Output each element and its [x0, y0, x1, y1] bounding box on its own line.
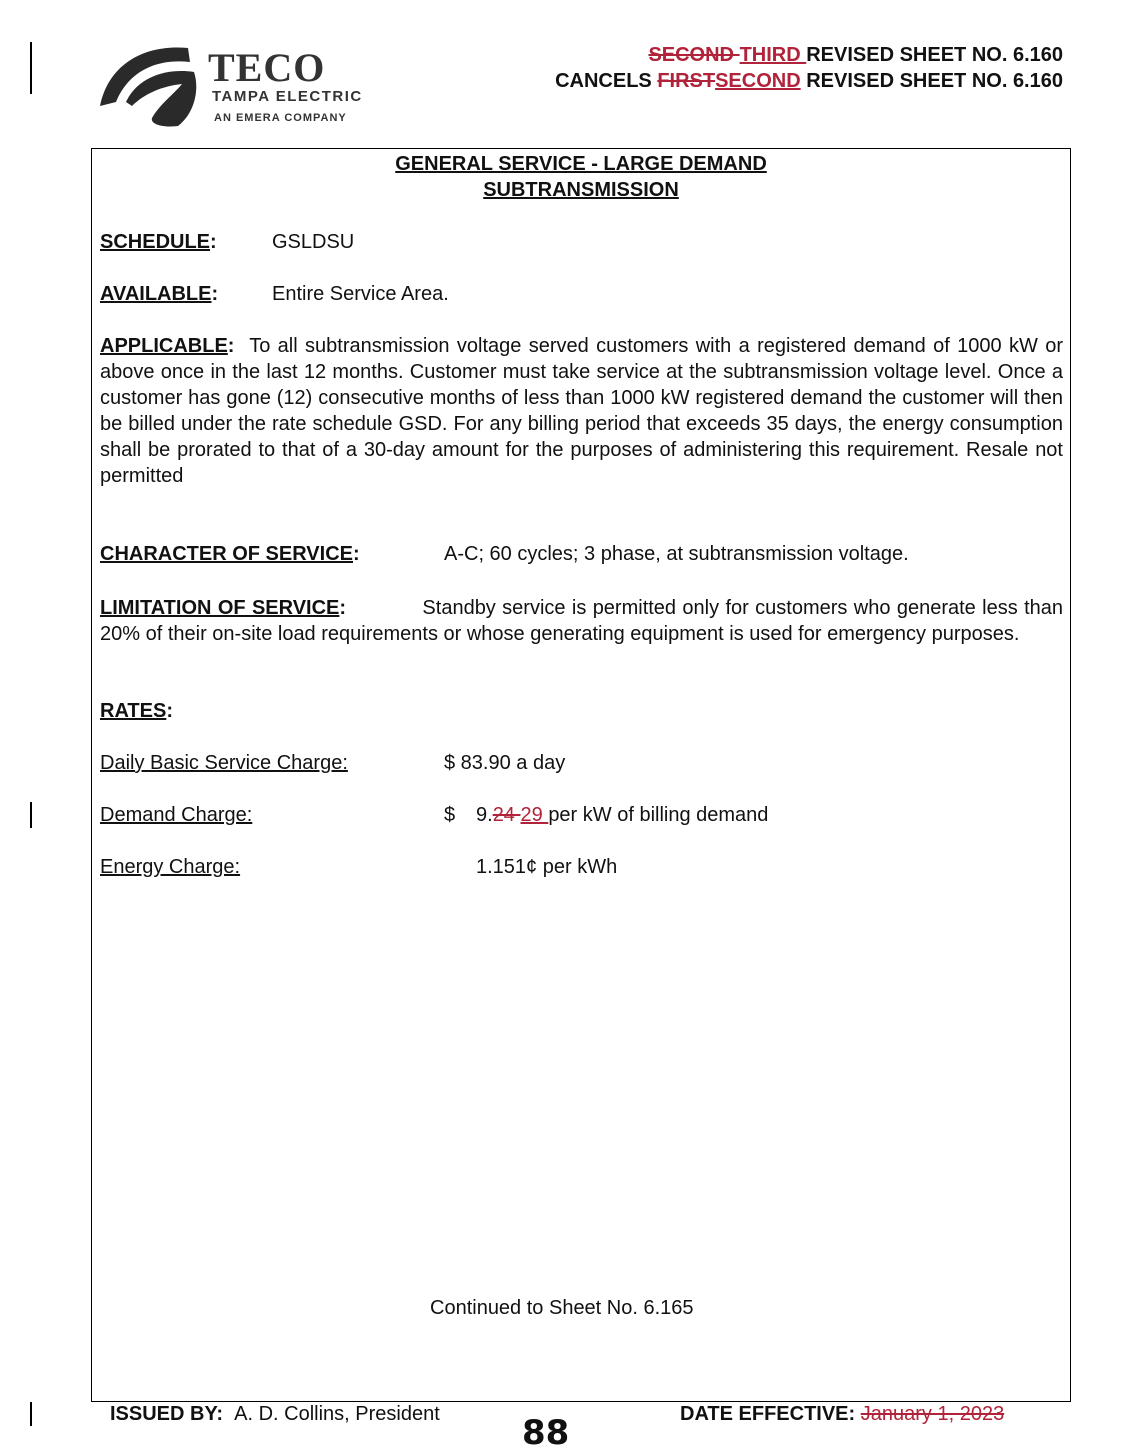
date-effective-label: DATE EFFECTIVE:	[680, 1403, 856, 1425]
character-value: A-C; 60 cycles; 3 phase, at subtransmission voltage.	[444, 543, 909, 565]
sheet-deleted-text: SECOND	[648, 44, 740, 66]
character-row: CHARACTER OF SERVICE: A-C; 60 cycles; 3 phase, at subtransmission voltage.	[100, 543, 909, 565]
demand-charge-value	[476, 804, 768, 827]
rates-heading: RATES:	[100, 700, 173, 722]
basic-charge-value: $ 83.90 a day	[444, 752, 566, 774]
available-label: AVAILABLE	[100, 283, 212, 305]
cancels-prefix: CANCELS	[555, 70, 658, 92]
schedule-label: SCHEDULE	[100, 231, 211, 253]
change-bar-footer	[30, 1402, 32, 1426]
page-number: 88	[522, 1413, 570, 1453]
teco-swoosh-icon	[98, 42, 208, 128]
limitation-paragraph: LIMITATION OF SERVICE: Standby service is permitted only for customers who generate less than 20% of their on-site load requirements or whose generating equipment is used for emergency purposes.	[100, 597, 1063, 645]
change-bar-demand	[30, 802, 32, 828]
demand-charge-row	[100, 804, 769, 827]
applicable-text: To all subtransmission voltage served customers with a registered demand of 1000 kW or above once in the last 12 months. Customer must take service at the subtransmission voltage level. Once a customer has gone (12) consecutive months of less than 1000 kW registered demand the customer will then be billed under the rate schedule GSD. For any billing period that exceeds 35 days, the energy consumption shall be prorated to that of a 30-day amount for the purposes of administering this requirement. Resale not permitted	[100, 335, 1063, 487]
cancels-rest-text: REVISED SHEET NO. 6.160	[800, 70, 1063, 92]
logo-teco-text: TECO	[208, 45, 326, 90]
character-label: CHARACTER OF SERVICE	[100, 543, 353, 565]
rates-label: RATES	[100, 700, 167, 722]
cancels-inserted-text: SECOND	[715, 70, 801, 92]
cancels-line	[555, 70, 1063, 93]
demand-inserted: 29	[520, 804, 549, 826]
basic-charge-label: Daily Basic Service Charge:	[100, 752, 348, 774]
date-effective-value: January 1, 2023	[860, 1403, 1005, 1425]
limitation-text: Standby service is permitted only for customers who generate less than 20% of their on-site load requirements or whose generating equipment is used for emergency purposes.	[100, 597, 1063, 645]
schedule-row: SCHEDULE: GSLDSU	[100, 231, 355, 253]
demand-charge-label: Demand Charge:	[100, 804, 253, 826]
applicable-paragraph: APPLICABLE: To all subtransmission voltage served customers with a registered demand of 1000 kW or above once in the last 12 months. Customer must take service at the subtransmission voltage level. Once a customer has gone (12) consecutive months of less than 1000 kW registered demand the customer will then be billed under the rate schedule GSD. For any billing period that exceeds 35 days, the energy consumption shall be prorated to that of a 30-day amount for the purposes of administering this requirement. Resale not permitted	[100, 335, 1063, 487]
applicable-label: APPLICABLE	[100, 335, 228, 357]
doc-subtitle: SUBTRANSMISSION	[483, 179, 679, 201]
logo-tampa-electric: TAMPA ELECTRIC	[212, 88, 363, 105]
issued-by: ISSUED BY: A. D. Collins, President	[110, 1403, 440, 1425]
tariff-frame	[91, 148, 1071, 1402]
sheet-inserted-text: THIRD	[739, 44, 807, 66]
available-row: AVAILABLE: Entire Service Area.	[100, 283, 449, 305]
available-value: Entire Service Area.	[272, 283, 449, 305]
sheet-number-line	[648, 44, 1063, 67]
issued-by-value: A. D. Collins, President	[234, 1403, 440, 1425]
energy-charge-label: Energy Charge:	[100, 856, 241, 878]
schedule-value: GSLDSU	[272, 231, 355, 253]
demand-deleted: 24	[492, 804, 521, 826]
continued-note: Continued to Sheet No. 6.165	[430, 1297, 694, 1319]
logo-emera-company: AN EMERA COMPANY	[214, 112, 347, 124]
cancels-deleted-text: FIRST	[657, 70, 716, 92]
energy-charge-row	[100, 856, 618, 879]
date-effective	[680, 1403, 1004, 1426]
issued-by-label: ISSUED BY	[110, 1403, 217, 1425]
limitation-label: LIMITATION OF SERVICE	[100, 597, 340, 619]
basic-charge-row	[100, 752, 566, 775]
change-bar-header	[30, 42, 32, 94]
doc-title: GENERAL SERVICE - LARGE DEMAND	[395, 153, 767, 175]
sheet-rest-text: REVISED SHEET NO. 6.160	[806, 44, 1063, 66]
demand-rest: per kW of billing demand	[548, 804, 769, 826]
demand-base: 9.	[476, 804, 493, 826]
demand-dollar-sign: $	[444, 804, 456, 826]
teco-logo	[98, 42, 428, 132]
energy-charge-value: 1.151¢ per kWh	[476, 856, 618, 878]
